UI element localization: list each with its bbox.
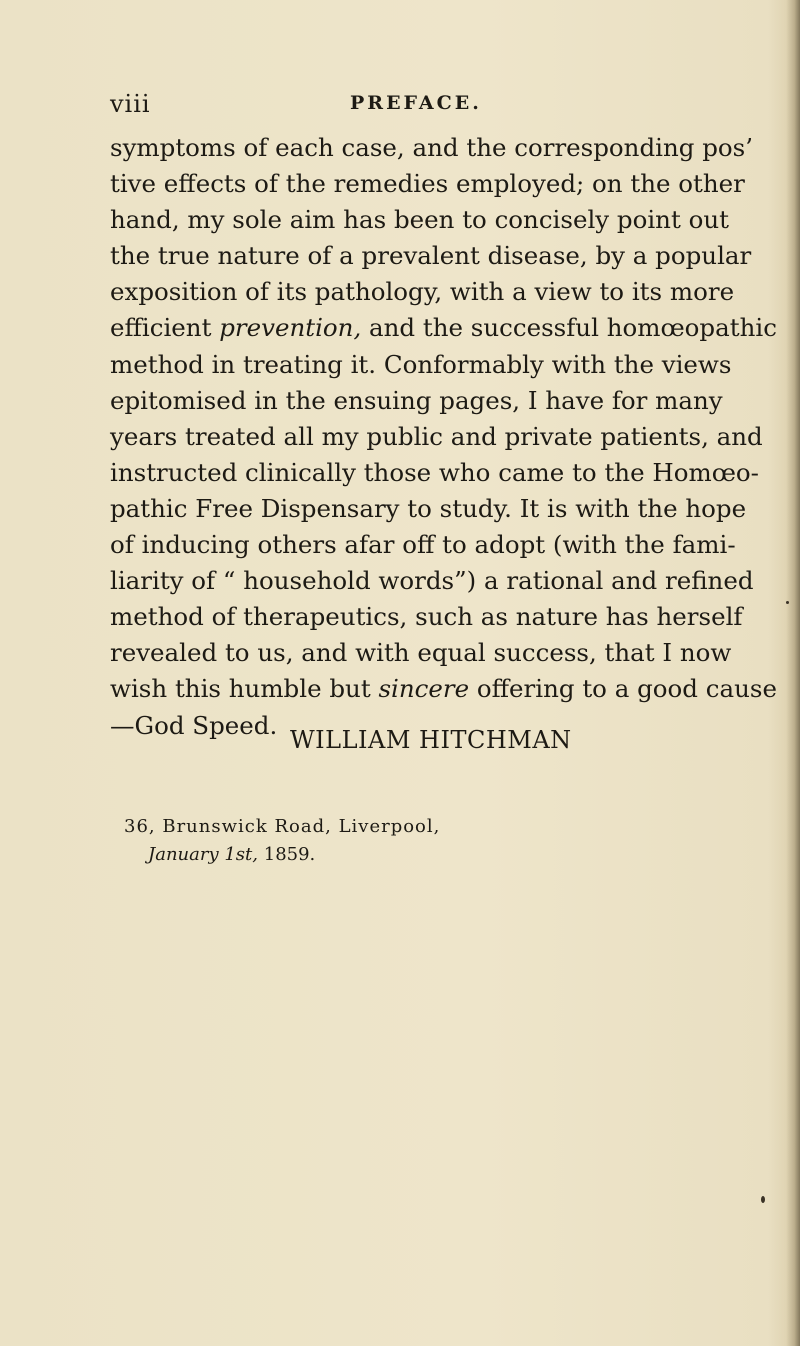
text-line: pathic Free Dispensary to study. It is with the hope bbox=[110, 493, 747, 523]
text-line: hand, my sole aim has been to concisely point out bbox=[110, 205, 729, 235]
italic-prevention: prevention, bbox=[219, 313, 362, 343]
text-line: instructed clinically those who came to the Homœo- bbox=[110, 457, 759, 487]
preface-date: January 1st, 1859. bbox=[148, 844, 316, 865]
running-head: PREFACE. bbox=[350, 92, 482, 114]
text-line: symptoms of each case, and the corresponding pos’ bbox=[110, 133, 754, 162]
text-line: exposition of its pathology, with a view to its more bbox=[110, 277, 735, 307]
text-line: epitomised in the ensuing pages, I have for many bbox=[110, 385, 723, 415]
page-edge-shadow bbox=[786, 0, 800, 1346]
ink-speck bbox=[761, 1196, 765, 1203]
text-line: revealed to us, and with equal success, that I now bbox=[110, 638, 732, 668]
author-address: 36, Brunswick Road, Liverpool, bbox=[124, 816, 441, 837]
author-signature: WILLIAM HITCHMAN bbox=[290, 726, 572, 754]
text-line: efficient prevention, and the successful homœopathic bbox=[110, 313, 777, 343]
ink-speck bbox=[786, 601, 789, 604]
text-line: the true nature of a prevalent disease, by a popular bbox=[110, 241, 752, 271]
text-line: liarity of “ household words”) a rational and refined bbox=[110, 566, 754, 596]
text-line-final: —God Speed. bbox=[110, 710, 278, 740]
text-line: method of therapeutics, such as nature has herself bbox=[110, 602, 743, 632]
italic-sincere: sincere bbox=[378, 674, 470, 704]
text-line: of inducing others afar off to adopt (with the fami- bbox=[110, 530, 736, 560]
text-line: wish this humble but sincere offering to a good cause bbox=[110, 674, 777, 704]
text-line: years treated all my public and private patients, and bbox=[110, 421, 763, 451]
text-line: tive effects of the remedies employed; on the other bbox=[110, 169, 745, 199]
preface-body-text bbox=[110, 130, 777, 744]
page-number: viii bbox=[110, 90, 151, 118]
page-header bbox=[110, 90, 670, 124]
text-line: method in treating it. Conformably with the views bbox=[110, 349, 732, 379]
